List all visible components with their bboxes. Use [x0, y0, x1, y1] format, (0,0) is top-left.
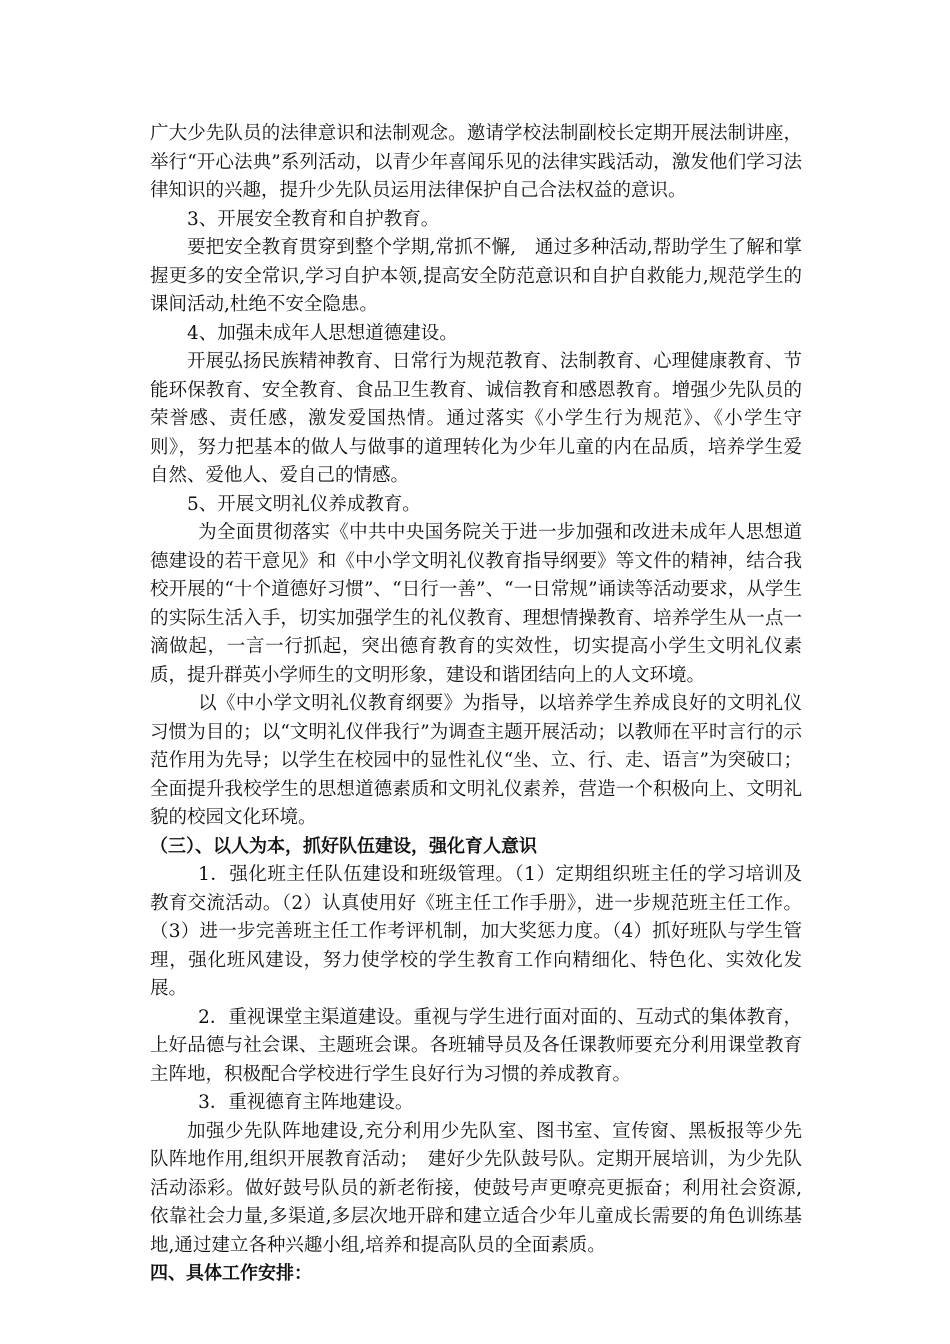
- section-heading-team-building: （三）、以人为本，抓好队伍建设，强化育人意识: [150, 835, 537, 857]
- paragraph-class-teacher-management: 1．强化班主任队伍建设和班级管理。（1）定期组织班主任的学习培训及教育交流活动。（2）认真使用好《班主任工作手册》，进一步规范班主任工作。（3）进一步完善班主任工作考评机制，加大奖惩力度。（4）抓好班队与学生管理，强化班风建设，努力使学校的学生教育工作向精细化、特色化、实效化发展。: [150, 864, 802, 999]
- item-heading-moral-development: 4、加强未成年人思想道德建设。: [187, 322, 458, 344]
- item-heading-etiquette-education: 5、开展文明礼仪养成教育。: [187, 493, 421, 515]
- paragraph-etiquette-guidelines: 以《中小学文明礼仪教育纲要》为指导，以培养学生养成良好的文明礼仪习惯为目的；以“文明礼仪伴我行”为调查主题开展活动；以教师在平时言行的示范作用为先导；以学生在校园中的显性礼仪“坐、立、行、走、语言”为突破口；全面提升我校学生的思想道德素质和文明礼仪素养，营造一个积极向上、文明礼貌的校园文化环境。: [150, 693, 802, 828]
- document-page: [150, 120, 802, 1289]
- section-heading-work-schedule: 四、具体工作安排：: [150, 1263, 312, 1284]
- paragraph-etiquette-implementation: 为全面贯彻落实《中共中央国务院关于进一步加强和改进未成年人思想道德建设的若干意见》和《中小学文明礼仪教育指导纲要》等文件的精神，结合我校开展的“十个道德好习惯”、“日行一善”、“一日常规”诵读等活动要求，从学生的实际生活入手，切实加强学生的礼仪教育、理想情操教育、培养学生从一点一滴做起，一言一行抓起，突出德育教育的实效性，切实提高小学生文明礼仪素质，提升群英小学师生的文明形象，建设和谐团结向上的人文环境。: [150, 522, 802, 686]
- paragraph-legal-awareness: 广大少先队员的法律意识和法制观念。邀请学校法制副校长定期开展法制讲座，举行“开心法典”系列活动，以青少年喜闻乐见的法律实践活动，激发他们学习法律知识的兴趣，提升少先队员运用法律保护自己合法权益的意识。: [150, 123, 802, 201]
- paragraph-safety-education: 要把安全教育贯穿到整个学期,常抓不懈, 通过多种活动,帮助学生了解和掌握更多的安全常识,学习自护本领,提高安全防范意识和自护自救能力,规范学生的课间活动,杜绝不安全隐患。: [150, 237, 802, 315]
- paragraph-young-pioneers-position: 加强少先队阵地建设,充分利用少先队室、图书室、宣传窗、黑板报等少先队阵地作用,组织开展教育活动； 建好少先队鼓号队。定期开展培训，为少先队活动添彩。做好鼓号队员的新老衔接，使鼓号声更嘹亮更振奋；利用社会资源,依靠社会力量,多渠道,多层次地开辟和建立适合少年儿童成长需要的角色训练基地,通过建立各种兴趣小组,培养和提高队员的全面素质。: [150, 1120, 802, 1256]
- item-heading-moral-position: 3．重视德育主阵地建设。: [198, 1092, 414, 1113]
- document-body: [150, 120, 802, 1289]
- paragraph-classroom-channel: 2．重视课堂主渠道建设。重视与学生进行面对面的、互动式的集体教育，上好品德与社会课、主题班会课。各班辅导员及各任课教师要充分利用课堂教育主阵地，积极配合学校进行学生良好行为习惯的养成教育。: [150, 1006, 802, 1085]
- paragraph-moral-development: 开展弘扬民族精神教育、日常行为规范教育、法制教育、心理健康教育、节能环保教育、安全教育、食品卫生教育、诚信教育和感恩教育。增强少先队员的荣誉感、责任感，激发爱国热情。通过落实《小学生行为规范》、《小学生守则》，努力把基本的做人与做事的道理转化为少年儿童的内在品质，培养学生爱自然、爱他人、爱自己的情感。: [150, 351, 802, 486]
- item-heading-safety-education: 3、开展安全教育和自护教育。: [187, 208, 440, 230]
